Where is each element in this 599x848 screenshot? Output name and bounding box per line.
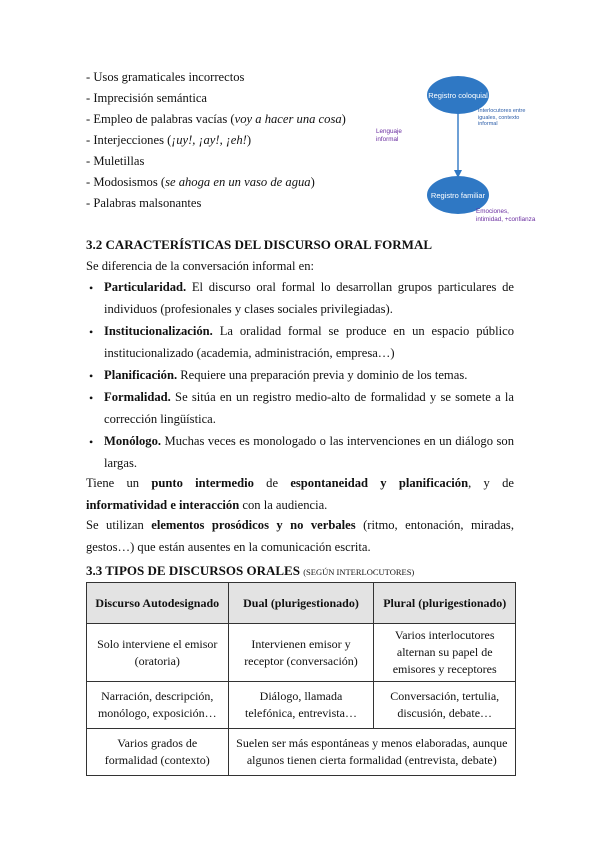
table-cell-merged: Suelen ser más espontáneas y menos elaboradas, aunque algunos tienen cierta formalidad (entrevista, debate): [228, 729, 515, 776]
list-item: Monólogo. Muchas veces es monologado o las intervenciones en un diálogo son largas.: [104, 434, 514, 470]
column-header: Discurso Autodesignado: [87, 583, 229, 624]
table-cell: Diálogo, llamada telefónica, entrevista…: [228, 682, 374, 729]
section-title-3-3: 3.3 TIPOS DE DISCURSOS ORALES (SEGÚN INTERLOCUTORES): [86, 563, 415, 578]
table-row: [87, 729, 516, 776]
note-emociones: Emociones, intimidad, +confianza: [476, 208, 536, 223]
list-item: - Modosismos (se ahoga en un vaso de agua): [86, 175, 315, 189]
table-cell: Conversación, tertulia, discusión, debate…: [374, 682, 516, 729]
note-interlocutores: Interlocutores entre iguales, contexto informal: [478, 108, 526, 127]
bullet-icon: •: [89, 369, 94, 383]
node-registro-coloquial: Registro coloquial: [427, 76, 489, 114]
table-cell: Varios grados de formalidad (contexto): [87, 729, 229, 776]
column-header: Plural (plurigestionado): [374, 583, 516, 624]
discourse-types-table: [86, 582, 516, 776]
node-registro-familiar: Registro familiar: [427, 176, 489, 214]
table-cell: Varios interlocutores alternan su papel de emisores y receptores: [374, 624, 516, 682]
list-item: Institucionalización. La oralidad formal se produce en un espacio público institucionalizado (academia, administración, empresa…): [104, 324, 514, 360]
table-row: [87, 624, 516, 682]
list-item: - Interjecciones (¡uy!, ¡ay!, ¡eh!): [86, 133, 252, 147]
table-cell: Solo interviene el emisor (oratoria): [87, 624, 229, 682]
list-item: - Palabras malsonantes: [86, 196, 202, 210]
bullet-icon: •: [89, 325, 94, 339]
column-header: Dual (plurigestionado): [228, 583, 374, 624]
section-title-3-2: 3.2 CARACTERÍSTICAS DEL DISCURSO ORAL FORMAL: [86, 237, 433, 252]
note-lenguaje-informal: Lenguaje informal: [376, 128, 402, 143]
bullet-icon: •: [89, 281, 94, 295]
list-item: Particularidad. El discurso oral formal lo desarrollan grupos particulares de individuos (profesionales y clases sociales privilegiadas).: [104, 280, 514, 316]
table-cell: Narración, descripción, monólogo, exposición…: [87, 682, 229, 729]
table-cell: Intervienen emisor y receptor (conversación): [228, 624, 374, 682]
paragraph-punto-intermedio: Tiene un punto intermedio de espontaneidad y planificación, y de informatividad e interacción con la audiencia.: [86, 476, 514, 512]
list-item: Planificación. Requiere una preparación previa y dominio de los temas.: [104, 368, 468, 382]
section-subtitle: (SEGÚN INTERLOCUTORES): [303, 567, 415, 577]
section-intro: Se diferencia de la conversación informal en:: [86, 259, 314, 273]
paragraph-elementos-prosodicos: Se utilizan elementos prosódicos y no verbales (ritmo, entonación, miradas, gestos…) que están ausentes en la comunicación escrita.: [86, 518, 514, 554]
table-header-row: [87, 583, 516, 624]
list-item: - Imprecisión semántica: [86, 91, 207, 105]
list-item: - Usos gramaticales incorrectos: [86, 70, 245, 84]
bullet-icon: •: [89, 435, 94, 449]
list-item: - Muletillas: [86, 154, 145, 168]
list-item: Formalidad. Se sitúa en un registro medio-alto de formalidad y se somete a la corrección lingüística.: [104, 390, 514, 426]
list-item: - Empleo de palabras vacías (voy a hacer una cosa): [86, 112, 346, 126]
register-diagram: [370, 70, 590, 240]
bullet-icon: •: [89, 391, 94, 405]
table-row: [87, 682, 516, 729]
